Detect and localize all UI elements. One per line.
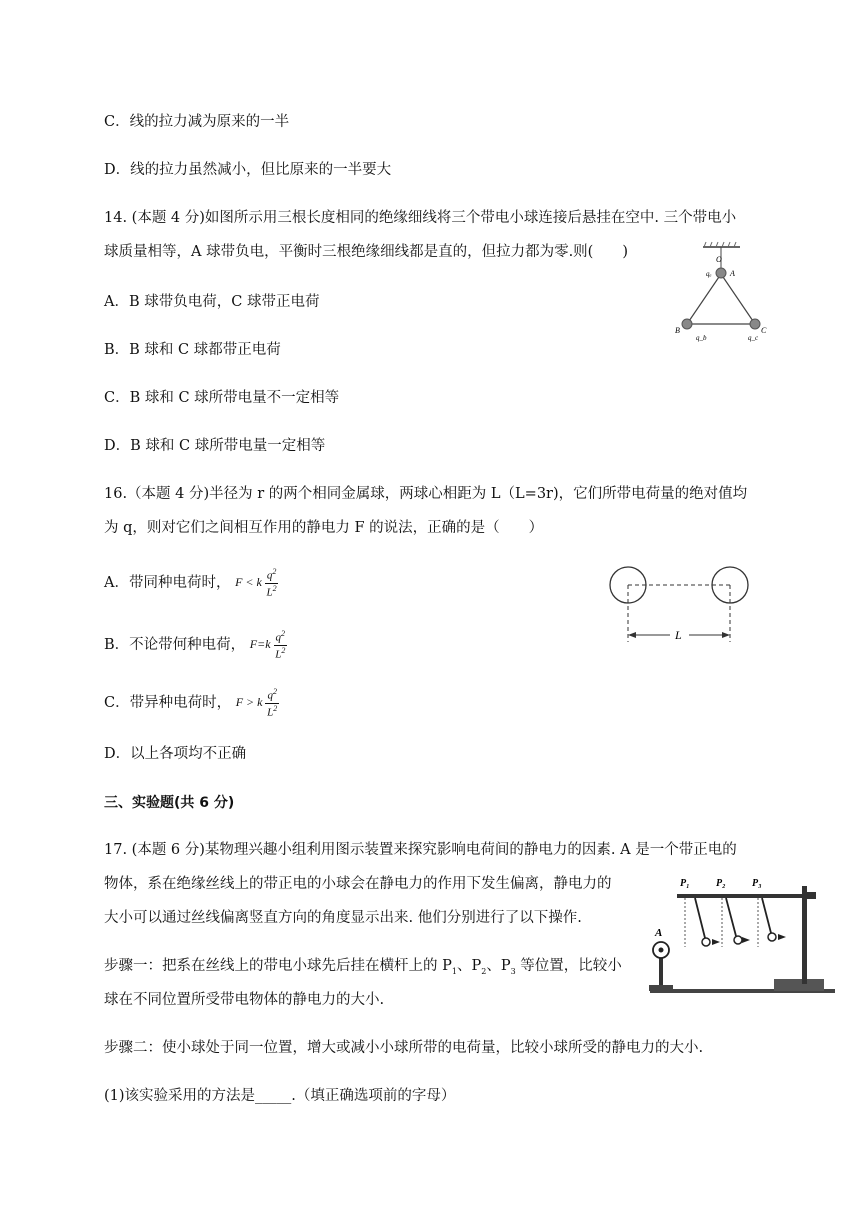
label-c: C [761,326,767,335]
label-o: O [716,255,722,264]
q16-option-c [104,688,279,718]
q16-option-b-text: B．不论带何种电荷， [104,637,246,654]
q17-subquestion-1: (1)该实验采用的方法是_____.（填正确选项前的字母） [104,1088,456,1104]
q14-option-a: A．B 球带负电荷，C 球带正电荷 [104,294,320,310]
q17-stem-line1: 17. (本题 6 分)某物理兴趣小组利用图示装置来探究影响电荷间的静电力的因素. A 是一个带正电的 [104,842,737,858]
label-qc: q_c [748,334,759,342]
q14-option-b: B．B 球和 C 球都带正电荷 [104,342,281,358]
q14-three-ball-figure [670,240,785,346]
q16-option-a [104,568,278,598]
ball-c [750,319,760,329]
label-object-a: A [655,927,663,939]
label-p1: P₁ [680,878,690,889]
q17-apparatus-figure [640,872,840,1002]
q13-option-c: C．线的拉力减为原来的一半 [104,114,290,130]
q17-step1-line1: 步骤一：把系在丝线上的带电小球先后挂在横杆上的 $P_1$、$P_2$、$P_3$ 等位置，比较小 [104,958,622,976]
q14-option-c: C．B 球和 C 球所带电量不一定相等 [104,390,340,406]
q16-option-d: D．以上各项均不正确 [104,746,247,762]
q14-option-d: D．B 球和 C 球所带电量一定相等 [104,438,326,454]
ball-a [716,268,726,278]
q14-stem-line2: 球质量相等，A 球带负电，平衡时三根绝缘细线都是直的，但拉力都为零.则( ) [104,244,629,260]
q16-option-b [104,630,287,660]
q16-option-c-text: C．带异种电荷时， [104,695,232,712]
label-a: A [730,269,735,278]
label-p2: P₂ [716,878,726,889]
q16-stem-line1: 16.（本题 4 分)半径为 r 的两个相同金属球，两球心相距为 L（L=3r)，它们所带电荷量的绝对值均 [104,486,748,502]
q17-stem-line2: 物体，系在绝缘丝线上的带正电的小球会在静电力的作用下发生偏离，静电力的 [104,876,612,892]
label-qb: q_b [696,334,707,342]
q17-step1-line2: 球在不同位置所受带电物体的静电力的大小. [104,992,385,1008]
q16-stem-line2: 为 q，则对它们之间相互作用的静电力 F 的说法，正确的是（ ） [104,520,544,536]
label-qa: qₐ [706,270,712,278]
q17-step2: 步骤二：使小球处于同一位置，增大或减小小球所带的电荷量，比较小球所受的静电力的大小. [104,1040,704,1056]
label-b: B [675,326,680,335]
q16-option-a-formula: F < k $\frac{q^2}{L^2}$ [235,567,277,599]
label-p3: P₃ [752,878,762,889]
q16-option-c-formula: F > k $\frac{q^2}{L^2}$ [235,687,278,719]
label-l: L [675,628,682,642]
section-3-heading: 三、实验题(共 6 分) [104,795,235,811]
q13-option-d: D．线的拉力虽然减小，但比原来的一半要大 [104,162,392,178]
q16-option-b-formula: F=k $\frac{q^2}{L^2}$ [249,629,286,661]
q16-option-a-text: A．带同种电荷时， [104,575,231,592]
q14-stem-line1: 14. (本题 4 分)如图所示用三根长度相同的绝缘细线将三个带电小球连接后悬挂在空中. 三个带电小 [104,210,737,226]
ball-b [682,319,692,329]
q17-stem-line3: 大小可以通过丝线偏离竖直方向的角度显示出来. 他们分别进行了以下操作. [104,910,582,926]
q16-two-spheres-figure [605,560,755,650]
